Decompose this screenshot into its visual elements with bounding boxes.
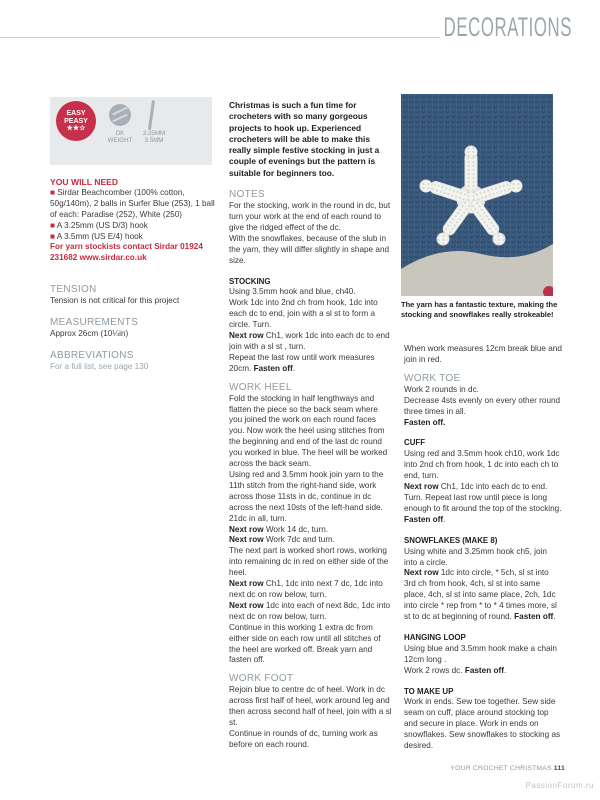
left-column [50,177,215,373]
list-item: ■ A 3.25mm (US D/3) hook [50,220,148,230]
yarn-weight-label: DK WEIGHT [107,130,133,144]
instruction-text: When work measures 12cm break blue and join in red. [404,344,562,364]
tension-heading: TENSION [50,284,97,296]
list-item: ■ A 3.5mm (US E/4) hook [50,231,143,241]
work-toe-heading: WORK TOE [404,372,461,384]
materials-list [50,188,215,243]
snowflakes-heading: SNOWFLAKES (MAKE 8) [404,535,498,545]
right-column [404,344,562,752]
difficulty-badge [56,101,96,141]
measurements-heading: MEASUREMENTS [50,317,139,329]
instruction-text: Next row Work 7dc and turn. [229,535,335,545]
instruction-text: Next row Ch1, work 1dc into each dc to end join with a sl st , turn. [229,331,390,351]
notes-text: With the snowflakes, because of the slub in the yarn, they will differ slightly in shape and size. [229,233,390,265]
instruction-text: Using red and 3.5mm hook ch10, work 1dc into 2nd ch from hook, 1 dc into each ch to end, turn. [404,449,560,481]
stocking-photo [401,94,553,296]
stockists-text: For yarn stockists contact Sirdar 01924 231682 www.sirdar.co.uk [50,242,203,263]
hanging-loop-heading: HANGING LOOP [404,632,466,642]
work-heel-heading: WORK HEEL [229,381,292,393]
star-rating-icon: ★★☆ [66,125,86,132]
instruction-text: Decrease 4sts evenly on every other round three times in all. [404,395,561,416]
measurements-text: Approx 26cm (10¼in) [50,329,129,339]
middle-column [229,100,393,751]
list-item: ■ Sirdar Beachcomber (100% cotton, 50g/140m), 2 balls in Surfer Blue (253), 1 ball of each: Paradise (252), White (250) [50,187,215,219]
instruction-text: Using white and 3.25mm hook ch5, join into a circle. [404,546,547,567]
instruction-text: Continue in this working 1 extra dc from either side on each row until all stitches of the heel are worked off. Break yarn and fasten off. [229,622,381,665]
work-foot-heading: WORK FOOT [229,673,294,685]
instruction-text: Work 2 rounds in dc. [404,384,479,394]
you-will-need-heading: YOU WILL NEED [50,177,119,187]
photo-caption: The yarn has a fantastic texture, making the stocking and snowflakes really strokeable! [401,300,558,319]
instruction-text: Work 1dc into 2nd ch from hook, 1dc into each dc to end, join with a sl st to form a circle. Turn. [229,298,378,330]
hook-size-label: 3.25MM 3.5MM [142,130,166,144]
instruction-text: Using red and 3.5mm hook join yarn to the 11th stitch from the right-hand side, work across those 11sts in dc, continue in dc across the next 10sts of the left-hand side. 21dc in all, turn. [229,470,384,523]
instruction-text: Work 2 rows dc. Fasten off. [404,665,507,675]
abbreviations-text: For a full list, see page 130 [50,362,149,372]
stocking-heading: STOCKING [229,276,271,286]
badge-label-1: EASY [66,110,86,117]
instruction-text: Work in ends. Sew toe together. Sew side seam on cuff, place around stocking top and secure in place. Work in ends on snowflakes. Sew snowflakes to stocking as desired. [404,697,561,751]
to-make-up-heading: TO MAKE UP [404,686,454,696]
tension-text: Tension is not critical for this project [50,296,180,306]
crochet-snowflake-image [401,94,553,296]
abbreviations-heading: ABBREVIATIONS [50,350,134,362]
instruction-text: Fasten off. [404,417,446,427]
instruction-text: Turn. Repeat last row until piece is long enough to fit around the top of the stocking. Fasten off. [404,492,562,524]
instruction-text: Next row 1dc into each of next 8dc, 1dc into next dc on row below, turn. [229,600,391,621]
instruction-text: Continue in rounds of dc, turning work as before on each round. [229,728,378,749]
instruction-text: Repeat the last row until work measures 20cm. Fasten off. [229,352,375,373]
instruction-text: Fold the stocking in half lengthways and flatten the piece so the back seam where you joined the work on each round faces you. Now work the heel using stitches from the beginning and end of the last dc round you worked in blue. The heel will be worked across the back seam. [229,393,388,469]
yarn-ball-icon [109,104,131,126]
page-footer [450,765,565,772]
instruction-text: Next row Ch1, 1dc into each dc to end. [404,482,548,492]
notes-text: For the stocking, work in the round in dc, but turn your work at the end of each round to give the ridged effect of the dc. [229,201,391,232]
instruction-text: Using 3.5mm hook and blue, ch40. [229,287,356,297]
badge-label-2: PEASY [64,117,88,125]
instruction-text: The next part is worked short rows, working into remaining dc in red on either side of the heel. [229,546,389,578]
instruction-text: Using blue and 3.5mm hook make a chain 12cm long . [404,643,557,664]
section-title: DECORATIONS [443,12,572,42]
magazine-name: YOUR CROCHET CHRISTMAS [450,765,552,772]
notes-heading: NOTES [229,189,265,201]
page-number: 111 [553,765,565,772]
cuff-heading: CUFF [404,438,426,448]
instruction-text: Rejoin blue to centre dc of heel. Work in dc across first half of heel, work around leg and then across second half of heel, join with a sl st. [229,685,392,728]
watermark: PassionForum.ru [525,781,594,790]
instruction-text: Next row Ch1, 1dc into next 7 dc, 1dc into next dc on row below, turn. [229,579,383,599]
instruction-text: Next row 1dc into circle, * 5ch, sl st into 3rd ch from hook, 4ch, sl st into same place, 4ch, sl st into same place, 2ch, 1dc into circle * rep from * to * 4 times more, sl st to dc at beginning of round. Fasten off. [404,568,557,622]
instruction-text: Next row Work 14 dc, turn. [229,524,329,534]
intro-paragraph: Christmas is such a fun time for crocheters with so many gorgeous projects to hook up. Experienced crocheters will be able to make this really simple festive stocking in just a couple of evenings but the pattern is suitable for beginners too. [229,100,380,178]
header-rule [0,37,440,38]
